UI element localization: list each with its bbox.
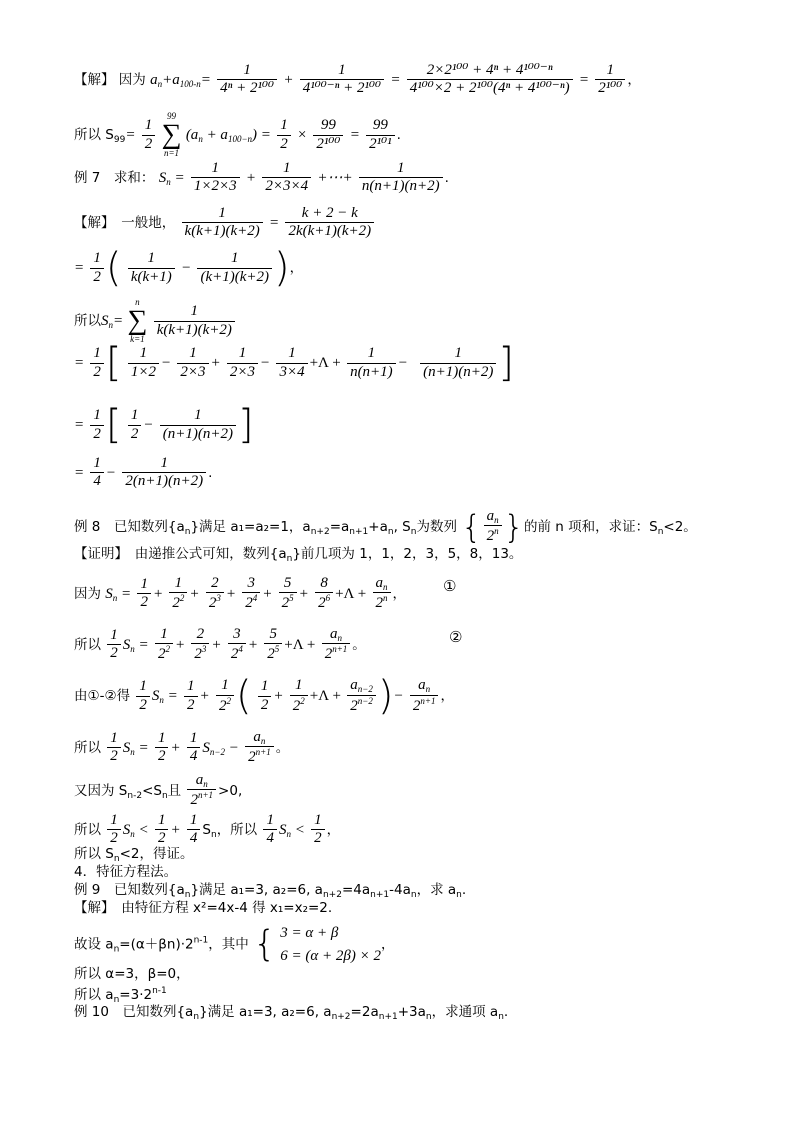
- example-8: 例 8 已知数列$\{a_n\}$满足 a₁=a₂=1，$a_{n+2}=a_{n+1}+a_n$, $S_n$为数列 { $\frac{a_n}{2^n}$ }的前 n 项和，求证：$S_n<2$。: [74, 507, 697, 546]
- fraction: $\frac{1}{2}$: [277, 117, 291, 153]
- example-9: 例 9 已知数列$\{a_n\}$满足 a₁=3, a₂=6, $a_{n+2}=4a_{n+1}-4a_n$，求 $a_n$.: [74, 882, 467, 900]
- solution-7-line-2: = $\frac{1}{2}$ ( $\frac{1}{k(k+1)}$ − $\frac{1}{(k+1)(k+2)}$ )，: [74, 245, 304, 291]
- fraction: $\frac{1}{2}$: [142, 117, 156, 153]
- fraction: $\frac{1}{\text{4¹⁰⁰⁻ⁿ + 2¹⁰⁰}}$: [300, 62, 384, 98]
- solution-7-line-5: = $\frac{1}{2}$ [ $\frac{1}{2}$ − $\frac{1}{(n+1)(n+2)}$ ]: [74, 402, 254, 448]
- solution-9-line-2: 故设 $a_n=(\alpha+\beta n)\cdot 2^{n-1}$，其中 { 3 = α + β 6 = (α + 2β) × 2 ，: [74, 923, 395, 965]
- solution-7-line-6: = $\frac{1}{4}$ − $\frac{1}{2(n+1)(n+2)}$ .: [74, 455, 213, 490]
- proof-line-5: 所以 $\frac{1}{2}$ $S_n$ = $\frac{1}{2}$ + $\frac{1}{4}$ $S_{n-2}$ − $\frac{a_n}{2^{n+1}}$ 。: [74, 729, 290, 766]
- proof-line-7: 所以 $\frac{1}{2}$ $S_n$ < $\frac{1}{2}$ + $\frac{1}{4}$ $S_n$，所以 $\frac{1}{4}$ $S_n$ < $\frac{1}{2}$ ，: [74, 812, 341, 847]
- equation-marker-2: ②: [449, 628, 463, 646]
- proof-line-6: 又因为 $S_{n-2}<S_n$且 $\frac{a_n}{2^{n+1}}$ >0,: [74, 772, 243, 809]
- sum-symbol: 99 ∑ n=1: [161, 111, 182, 158]
- section-heading: 4．特征方程法。: [74, 864, 178, 880]
- solution-9-line-1: 【解】 由特征方程 x²=4x-4 得 x₁=x₂=2.: [74, 900, 333, 916]
- proof-line-2: 因为 $S_n$ = $\frac{1}{2}$ + $\frac{1}{2^2}$ + $\frac{2}{2^3}$ + $\frac{3}{2^4}$ + $\frac{5}{2^5}$ + $\frac{8}{2^6}$ +Λ + $\frac{a_n}{2^n}$ ，: [74, 575, 407, 612]
- solution-line-2: 所以 $S_{99}=$ $\frac{1}{2}$ 99 ∑ n=1 $(a_n + a_{100-n})$ = $\frac{1}{2}$ × $\frac{99}{\text{2¹⁰⁰}}$ = $\frac{99}{\text{2¹⁰¹}}$ .: [74, 111, 401, 158]
- solution-7-line-3: 所以$S_n=$ n ∑ k=1 $\frac{1}{k(k+1)(k+2)}$: [74, 298, 237, 344]
- fraction: $\frac{1}{\text{4ⁿ + 2¹⁰⁰}}$: [217, 62, 277, 98]
- solution-7-line-1: 【解】 一般地， $\frac{1}{k(k+1)(k+2)}$ = $\frac{k + 2 - k}{2k(k+1)(k+2)}$: [74, 205, 376, 241]
- equation-marker-1: ①: [443, 577, 457, 595]
- fraction: $\frac{1}{\text{2¹⁰⁰}}$: [595, 62, 625, 98]
- example-7: 例 7 求和： $S_n$ = $\frac{1}{1\times 2\times 3}$ + $\frac{1}{2\times 3\times 4}$ +⋯+ $\frac{1}{n(n+1)(n+2)}$ .: [74, 160, 449, 195]
- solution-7-line-4: = $\frac{1}{2}$ [ $\frac{1}{1\times 2}$ − $\frac{1}{2\times 3}$ + $\frac{1}{2\times 3}$ − $\frac{1}{3\times 4}$ +Λ + $\frac{1}{n(n+1)}$ − $\frac{1}{(n+1)(n+2)}$ ]: [74, 340, 514, 386]
- proof-line-8: 所以 $S_n<2$，得证。: [74, 846, 194, 864]
- proof-line-3: 所以 $\frac{1}{2}$ $S_n$ = $\frac{1}{2^2}$ + $\frac{2}{2^3}$ + $\frac{3}{2^4}$ + $\frac{5}{2^5}$ +Λ + $\frac{a_n}{2^{n+1}}$ 。: [74, 626, 366, 663]
- solution-9-line-3: 所以 α=3，β=0，: [74, 966, 190, 982]
- fraction: $\frac{99}{\text{2¹⁰⁰}}$: [313, 117, 343, 153]
- example-10: 例 10 已知数列$\{a_n\}$满足 a₁=3, a₂=6, $a_{n+2}=2a_{n+1}+3a_n$，求通项 $a_n$.: [74, 1004, 509, 1022]
- proof-line-1: 【证明】 由递推公式可知，数列$\{a_n\}$前几项为 1，1，2，3，5，8，13。: [74, 546, 523, 564]
- proof-line-4: 由①-②得 $\frac{1}{2}$ $S_n$ = $\frac{1}{2}$ + $\frac{1}{2^2}$ ( $\frac{1}{2}$ + $\frac{1}{2^2}$ +Λ + $\frac{a_{n-2}}{2^{n-2}}$ )− $\frac{a_n}{2^{n+1}}$ ，: [74, 673, 454, 719]
- fraction: $\frac{\text{2×2¹⁰⁰ + 4ⁿ + 4¹⁰⁰⁻ⁿ}}{\text{4¹⁰⁰×2 + 2¹⁰⁰(4ⁿ + 4¹⁰⁰⁻ⁿ)}}$: [407, 62, 573, 98]
- solution-9-line-4: 所以 $a_n=3\cdot 2^{n-1}$: [74, 986, 167, 1005]
- fraction: $\frac{99}{\text{2¹⁰¹}}$: [366, 117, 395, 153]
- solution-line-1: 【解】 因为 $a_n+a_{100-n}=$ $\frac{1}{\text{4ⁿ + 2¹⁰⁰}}$ + $\frac{1}{\text{4¹⁰⁰⁻ⁿ + 2¹⁰⁰}}$ = $\frac{\text{2×2¹⁰⁰ + 4ⁿ + 4¹⁰⁰⁻ⁿ}}{\text{4¹⁰⁰×2 + 2¹⁰⁰(4ⁿ + 4¹⁰⁰⁻ⁿ)}}$ = $\frac{1}{\text{2¹⁰⁰}}$ ，: [74, 62, 641, 97]
